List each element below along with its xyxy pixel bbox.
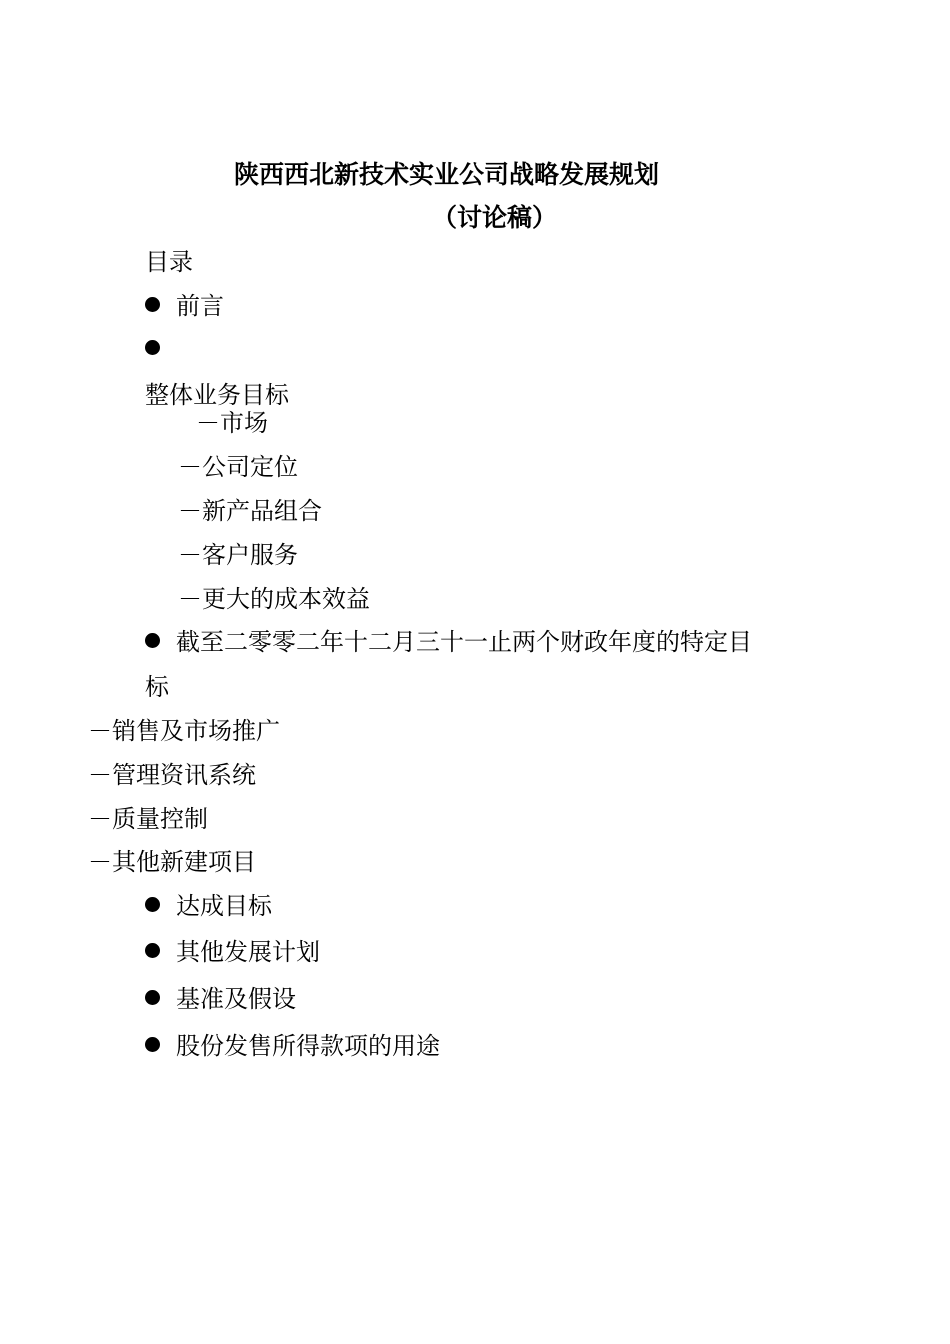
toc-subitem-mis[interactable]: －管理资讯系统 bbox=[88, 761, 256, 789]
toc-heading: 目录 bbox=[145, 248, 193, 276]
document-title: 陕西西北新技术实业公司战略发展规划 bbox=[234, 160, 660, 189]
bullet-icon bbox=[145, 897, 160, 912]
toc-subitem-other-projects[interactable]: －其他新建项目 bbox=[88, 848, 256, 876]
toc-subitem-cost-benefit[interactable]: －更大的成本效益 bbox=[178, 585, 370, 613]
toc-item-label: 达成目标 bbox=[176, 892, 272, 920]
toc-item-specific-goals-cont: 标 bbox=[145, 673, 169, 701]
toc-item-preface[interactable] bbox=[145, 291, 224, 321]
toc-subitem-market[interactable]: －市场 bbox=[196, 409, 268, 437]
bullet-icon bbox=[145, 943, 160, 958]
toc-subitem-sales-marketing[interactable]: －销售及市场推广 bbox=[88, 717, 280, 745]
toc-subitem-customer-service[interactable]: －客户服务 bbox=[178, 541, 298, 569]
document-subtitle: （讨论稿） bbox=[432, 203, 558, 232]
toc-item-benchmarks[interactable] bbox=[145, 984, 296, 1014]
toc-item-label: 股份发售所得款项的用途 bbox=[176, 1032, 440, 1060]
toc-subitem-new-products[interactable]: －新产品组合 bbox=[178, 497, 322, 525]
toc-item-proceeds-use[interactable] bbox=[145, 1031, 440, 1061]
bullet-icon bbox=[145, 297, 160, 312]
toc-subitem-positioning[interactable]: －公司定位 bbox=[178, 453, 298, 481]
toc-item-label: 其他发展计划 bbox=[176, 938, 320, 966]
toc-item-other-plans[interactable] bbox=[145, 937, 320, 967]
toc-item-label: 截至二零零二年十二月三十一止两个财政年度的特定目 bbox=[176, 628, 752, 656]
toc-item-label: 基准及假设 bbox=[176, 985, 296, 1013]
toc-item-label: 前言 bbox=[176, 292, 224, 320]
bullet-icon bbox=[145, 633, 160, 648]
bullet-icon bbox=[145, 990, 160, 1005]
toc-subitem-quality[interactable]: －质量控制 bbox=[88, 805, 208, 833]
toc-item-specific-goals[interactable] bbox=[145, 627, 752, 657]
toc-item-achieve-goals[interactable] bbox=[145, 891, 272, 921]
bullet-icon bbox=[145, 1037, 160, 1052]
bullet-icon bbox=[145, 340, 160, 355]
toc-item-overall-goals[interactable]: 整体业务目标 bbox=[145, 381, 289, 409]
